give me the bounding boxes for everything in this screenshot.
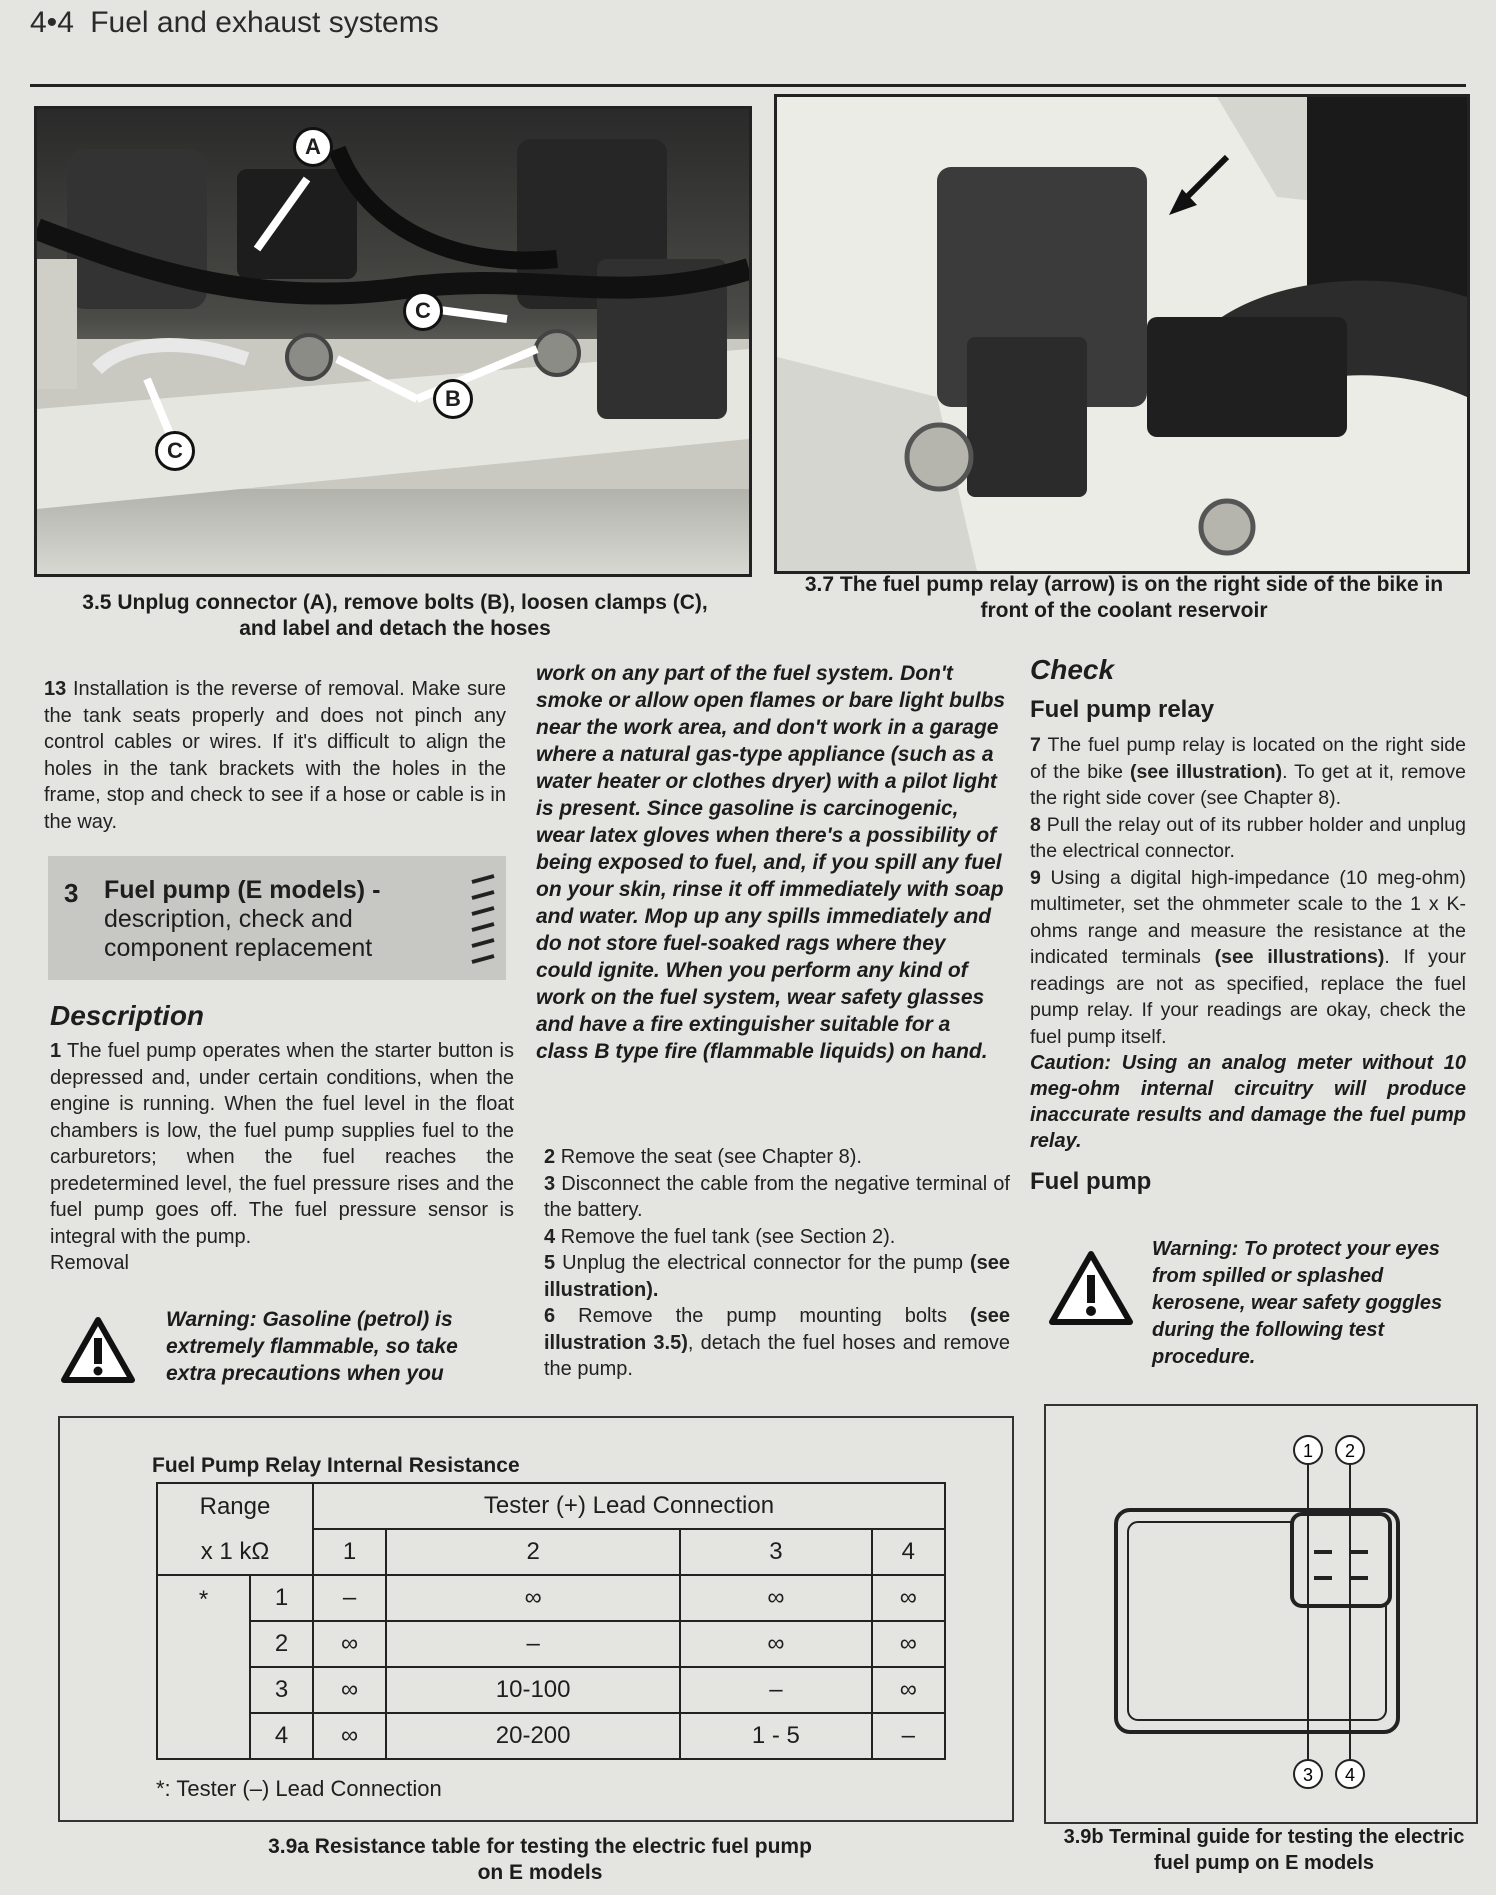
para-9-text: . If your readings are not as specified, replace the fuel pump relay. If your readings are okay, check the fuel pump itself. <box>1030 946 1466 1048</box>
caption-line: fuel pump on E models <box>1153 1852 1374 1874</box>
table-cell: ∞ <box>386 1575 680 1621</box>
figure-3-9a-caption <box>200 1834 880 1886</box>
label-c-callout: C <box>403 291 443 331</box>
relay-heading: Fuel pump relay <box>1030 696 1215 723</box>
removal-heading: Removal <box>50 1252 129 1274</box>
warning-text: Warning: To protect your eyes from spilled or splashed kerosene, wear safety goggles during the following test procedure. <box>1152 1238 1443 1368</box>
caption-line: 3.5 Unplug connector (A), remove bolts (B), loosen clamps (C), <box>82 591 708 614</box>
figure-3-9b-caption <box>1044 1824 1484 1876</box>
section-number: 3 <box>64 878 79 908</box>
table-row <box>157 1713 945 1759</box>
para-3-text: Disconnect the cable from the negative terminal of the battery. <box>544 1172 1010 1221</box>
page-number: 4•4 <box>30 6 74 39</box>
caption-line: 3.9b Terminal guide for testing the electric <box>1063 1826 1465 1848</box>
caption-line: 3.9a Resistance table for testing the electric fuel pump <box>268 1835 812 1858</box>
para-8-text: Pull the relay out of its rubber holder and unplug the electrical connector. <box>1030 813 1466 862</box>
figure-3-7-caption <box>774 572 1474 624</box>
table-title: Fuel Pump Relay Internal Resistance <box>152 1454 520 1477</box>
terminal-diagram <box>1046 1406 1476 1822</box>
figure-3-7-photo <box>774 94 1470 574</box>
warning-triangle-icon <box>60 1316 136 1384</box>
para-number: 3 <box>544 1172 556 1195</box>
caution-text: Caution: Using an analog meter without 10 meg-ohm internal circuitry will produce inaccurate results and damage the fuel pump relay. <box>1030 1052 1466 1152</box>
para-4-text: Remove the fuel tank (see Section 2). <box>560 1225 896 1248</box>
table-cell: 20-200 <box>386 1713 680 1759</box>
table-row <box>157 1621 945 1667</box>
table-cell: ∞ <box>872 1621 945 1667</box>
figure-3-5-photo <box>34 106 752 577</box>
row-term: 3 <box>250 1667 313 1713</box>
col-header: 2 <box>386 1529 680 1575</box>
row-term: 4 <box>250 1713 313 1759</box>
para-7-text: . To get at it, remove the right side cover (see Chapter 8). <box>1030 760 1466 809</box>
terminal-label: 2 <box>1344 1441 1356 1461</box>
para-5-text: Unplug the electrical connector for the pump <box>562 1252 963 1274</box>
table-cell: – <box>313 1575 386 1621</box>
range-header: Range <box>157 1483 313 1529</box>
check-heading: Check <box>1030 654 1115 685</box>
description-heading: Description <box>50 1000 205 1031</box>
table-cell: – <box>872 1713 945 1759</box>
table-row <box>157 1667 945 1713</box>
para-number: 4 <box>544 1225 556 1248</box>
label-c-callout: C <box>155 431 195 471</box>
para-number: 5 <box>544 1252 556 1274</box>
warning-text: work on any part of the fuel system. Don't smoke or allow open flames or bare light bulbs near the work area, and don't work in a garage where a natural gas-type appliance (such as a water heater or clothes dryer) with a pilot light is present. Since gasoline is carcinogenic, wear latex gloves when there's a possibility of being exposed to fuel, and, if you spill any fuel on your skin, rinse it off immediately with soap and water. Mop up any spills immediately and do not store fuel-soaked rags where they could ignite. When you perform any kind of work on the fuel system, wear safety glasses and have a fire extinguisher suitable for a class B type fire (flammable liquids) on hand. <box>536 662 1006 1063</box>
warning-text: Warning: Gasoline (petrol) is extremely flammable, so take extra precautions when you <box>166 1308 458 1385</box>
para-number: 9 <box>1030 866 1041 889</box>
para-number: 2 <box>544 1146 556 1168</box>
figure-3-5-caption <box>40 590 750 642</box>
figure-3-9b-box <box>1044 1404 1478 1824</box>
warning-left <box>166 1306 506 1387</box>
para-number: 6 <box>544 1305 556 1327</box>
table-cell: 1 - 5 <box>680 1713 872 1759</box>
terminal-label: 1 <box>1302 1441 1314 1461</box>
star-cell: * <box>157 1575 250 1759</box>
warning-continued <box>536 660 1006 1065</box>
table-cell: ∞ <box>313 1667 386 1713</box>
table-cell: – <box>386 1621 680 1667</box>
warning-triangle-icon <box>1048 1250 1134 1326</box>
caption-line: and label and detach the hoses <box>239 617 551 640</box>
description-block <box>50 1000 514 1277</box>
relay-photo-illustration <box>777 97 1467 571</box>
unit-header: x 1 kΩ <box>157 1529 313 1575</box>
pump-heading: Fuel pump <box>1030 1168 1152 1195</box>
table-cell: ∞ <box>313 1621 386 1667</box>
table-cell: – <box>680 1667 872 1713</box>
table-footnote: *: Tester (–) Lead Connection <box>156 1776 442 1801</box>
col-header: 1 <box>313 1529 386 1575</box>
header-rule <box>30 84 1466 87</box>
para-number: 13 <box>44 678 67 700</box>
table-cell: ∞ <box>872 1667 945 1713</box>
table-cell: ∞ <box>680 1575 872 1621</box>
table-cell: ∞ <box>313 1713 386 1759</box>
para-6-text: , detach the fuel hoses and remove the pump. <box>544 1331 1011 1380</box>
table-cell: ∞ <box>680 1621 872 1667</box>
para-2-text: Remove the seat (see Chapter 8). <box>560 1146 862 1168</box>
row-term: 1 <box>250 1575 313 1621</box>
caption-line: 3.7 The fuel pump relay (arrow) is on the right side of the bike in <box>804 573 1444 596</box>
table-row <box>157 1575 945 1621</box>
cross-reference: (see illustration 3.5) <box>544 1305 1010 1354</box>
terminal-label: 3 <box>1302 1765 1314 1785</box>
cross-reference: (see illustration). <box>544 1252 1010 1301</box>
caption-line: on E models <box>477 1861 603 1884</box>
difficulty-wrench-icon <box>466 872 500 968</box>
terminal-label: 4 <box>1344 1765 1356 1785</box>
para-1-text: The fuel pump operates when the starter button is depressed and, under certain conditions, when the engine is running. When the fuel level in the float chambers is low, the fuel pump supplies fuel to the carburetors; when the fuel reaches the predetermined level, the fuel pressure rises and the fuel pump goes off. The fuel pressure sensor is integral with the pump. <box>50 1040 514 1248</box>
page-title: Fuel and exhaust systems <box>90 6 439 39</box>
engine-photo-illustration <box>37 109 749 574</box>
label-b-callout: B <box>433 379 473 419</box>
col-header: 4 <box>872 1529 945 1575</box>
para-13-text: Installation is the reverse of removal. Make sure the tank seats properly and does not pinch any control cables or wires. If it's difficult to align the holes in the tank brackets with the holes in the frame, stop and check to see if a hose or cable is in the way. <box>44 678 506 833</box>
section-3-heading-box <box>48 856 506 980</box>
label-a-callout: A <box>293 127 333 167</box>
tester-plus-header: Tester (+) Lead Connection <box>313 1483 945 1529</box>
caption-line: front of the coolant reservoir <box>980 599 1268 622</box>
para-9-text: Using a digital high-impedance (10 meg-ohm) multimeter, set the ohmmeter scale to the 1 x K-ohms range and measure the resistance at the indicated terminals <box>1030 866 1466 968</box>
para-6-text: Remove the pump mounting bolts <box>578 1305 947 1327</box>
right-column <box>1030 654 1466 1196</box>
col-header: 3 <box>680 1529 872 1575</box>
cross-reference: (see illustrations) <box>1214 946 1385 968</box>
page-header <box>30 6 439 40</box>
section-title-block <box>104 876 434 963</box>
para-number: 8 <box>1030 813 1041 836</box>
section-subtitle: description, check and <box>104 905 353 933</box>
cross-reference: (see illustration) <box>1129 760 1283 783</box>
para-number: 1 <box>50 1040 62 1062</box>
table-cell: ∞ <box>872 1575 945 1621</box>
middle-column-steps <box>544 1144 1010 1383</box>
para-7-text: The fuel pump relay is located on the right side of the bike <box>1030 734 1466 783</box>
table-cell: 10-100 <box>386 1667 680 1713</box>
left-column-text <box>44 676 506 835</box>
figure-3-9a-box <box>58 1416 1014 1822</box>
warning-right <box>1152 1236 1470 1371</box>
resistance-table <box>156 1482 946 1760</box>
section-subtitle: component replacement <box>104 934 373 962</box>
section-title: Fuel pump (E models) - <box>104 876 381 904</box>
para-number: 7 <box>1030 734 1041 756</box>
row-term: 2 <box>250 1621 313 1667</box>
